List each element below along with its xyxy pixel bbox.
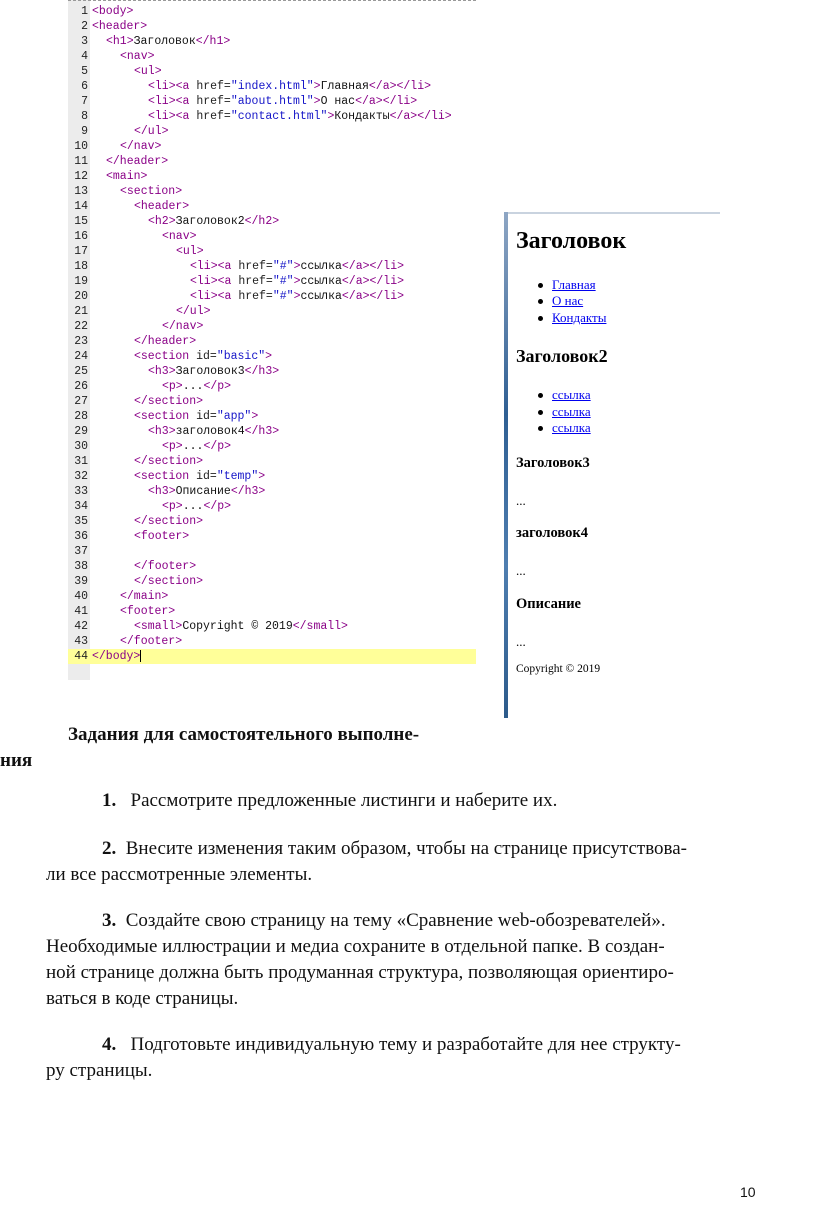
preview-nav-link[interactable]: ссылка [516, 404, 591, 420]
code-token: > [293, 260, 301, 273]
code-text [134, 619, 348, 634]
preview-nav-link[interactable]: Кондакты [516, 310, 606, 326]
code-token: > [251, 410, 259, 423]
task-text: Необходимые иллюстрации и медиа сохраните в отдельной папке. В создан- [46, 936, 665, 957]
line-number: 18 [74, 260, 88, 273]
code-token: <h1> [106, 35, 134, 48]
code-token: <header> [92, 20, 148, 33]
code-token: Описание [175, 485, 231, 498]
code-text [162, 229, 197, 244]
line-number: 37 [74, 545, 88, 558]
code-line [68, 214, 476, 229]
code-token: ... [182, 380, 204, 393]
code-text [120, 184, 182, 199]
code-token: <li><a [190, 275, 232, 288]
task-text: Подготовьте индивидуальную тему и разработайте для нее структу- [130, 1034, 681, 1055]
line-number: 22 [74, 320, 88, 333]
line-number: 34 [74, 500, 88, 513]
code-token: </section> [134, 455, 204, 468]
code-text [120, 589, 168, 604]
code-line [68, 649, 476, 664]
code-line [68, 154, 476, 169]
line-number: 44 [74, 650, 88, 663]
code-token: <ul> [176, 245, 204, 258]
line-number: 13 [74, 185, 88, 198]
code-text [162, 439, 231, 454]
code-token: <h3> [148, 425, 176, 438]
line-number: 43 [74, 635, 88, 648]
code-text [190, 274, 404, 289]
code-line [68, 379, 476, 394]
code-text [148, 364, 279, 379]
line-number: 4 [81, 50, 88, 63]
code-text [106, 154, 168, 169]
code-token: "index.html" [230, 80, 314, 93]
code-token: href= [189, 80, 231, 93]
code-text [134, 514, 203, 529]
code-token: > [258, 470, 266, 483]
preview-nav-link[interactable]: ссылка [516, 420, 591, 436]
code-token: <section [134, 350, 190, 363]
code-text [176, 244, 204, 259]
code-token: </small> [292, 620, 348, 633]
code-line [68, 4, 476, 19]
code-token: </p> [203, 440, 232, 453]
code-token: "#" [272, 260, 294, 273]
line-number: 15 [74, 215, 88, 228]
code-text [134, 124, 169, 139]
preview-h1: Заголовок [516, 228, 627, 254]
code-line [68, 49, 476, 64]
code-line [68, 619, 476, 634]
code-token: href= [189, 110, 231, 123]
code-line [68, 34, 476, 49]
code-text [134, 574, 203, 589]
code-token: <header> [134, 200, 190, 213]
code-token: <nav> [162, 230, 197, 243]
code-line [68, 169, 476, 184]
code-text [92, 19, 147, 34]
code-token: <footer> [120, 605, 176, 618]
code-token: <nav> [120, 50, 155, 63]
code-line [68, 454, 476, 469]
code-token: <li><a [148, 80, 190, 93]
code-text [134, 469, 265, 484]
preview-p-basic: ... [516, 493, 526, 508]
code-line [68, 79, 476, 94]
code-token: </section> [134, 575, 204, 588]
line-number: 33 [74, 485, 88, 498]
code-text [162, 319, 203, 334]
code-text [134, 529, 189, 544]
task-number: 4. [102, 1034, 117, 1055]
task-text: Создайте свою страницу на тему «Сравнение web-обозревателей». [125, 910, 666, 931]
code-line [68, 124, 476, 139]
code-text [134, 559, 196, 574]
preview-nav-link[interactable]: О нас [516, 293, 583, 309]
line-number: 38 [74, 560, 88, 573]
tasks-heading-continued: ния [0, 750, 33, 771]
code-token: > [265, 350, 273, 363]
code-token: Кондакты [334, 110, 390, 123]
code-line [68, 199, 476, 214]
preview-footer: Copyright © 2019 [516, 663, 601, 675]
code-text [148, 94, 417, 109]
code-token: <li><a [148, 95, 190, 108]
code-token: </header> [134, 335, 197, 348]
line-number: 8 [81, 110, 88, 123]
code-token: <p> [162, 440, 183, 453]
code-text [134, 64, 162, 79]
code-token: <li><a [190, 260, 232, 273]
code-text [134, 349, 272, 364]
code-line [68, 634, 476, 649]
code-token: </a></li> [341, 260, 405, 273]
task-4 [102, 1034, 681, 1056]
code-token: <p> [162, 380, 183, 393]
code-line [68, 409, 476, 424]
code-text [134, 409, 258, 424]
line-number: 3 [81, 35, 88, 48]
code-token: href= [189, 95, 231, 108]
code-line [68, 589, 476, 604]
code-token: Copyright © 2019 [182, 620, 293, 633]
code-text [92, 649, 141, 664]
code-line [68, 139, 476, 154]
code-token: > [327, 110, 335, 123]
code-text [134, 334, 196, 349]
code-token: ссылка [300, 260, 342, 273]
code-text [162, 379, 231, 394]
line-number: 40 [74, 590, 88, 603]
code-line [68, 259, 476, 274]
code-line [68, 349, 476, 364]
code-text [134, 199, 189, 214]
line-number: 7 [81, 95, 88, 108]
code-line [68, 604, 476, 619]
task-text: ру страницы. [46, 1060, 153, 1081]
code-text [148, 484, 265, 499]
code-token: </h1> [195, 35, 231, 48]
code-token: <h3> [148, 485, 176, 498]
code-token: </nav> [120, 140, 162, 153]
code-token: <main> [106, 170, 148, 183]
task-text: ваться в коде страницы. [46, 988, 239, 1009]
code-token: </h3> [244, 425, 280, 438]
line-number: 25 [74, 365, 88, 378]
task-number: 2. [102, 838, 117, 859]
code-listing [68, 0, 476, 680]
code-token: <section [134, 470, 190, 483]
line-number: 2 [81, 20, 88, 33]
browser-preview [504, 212, 720, 718]
code-text [148, 109, 452, 124]
task-number: 3. [102, 910, 117, 931]
code-text [176, 304, 211, 319]
line-number: 6 [81, 80, 88, 93]
code-token: "contact.html" [230, 110, 328, 123]
code-token: ... [182, 440, 204, 453]
code-line [68, 319, 476, 334]
line-number: 29 [74, 425, 88, 438]
code-line [68, 529, 476, 544]
code-token: ссылка [300, 275, 342, 288]
line-number: 9 [81, 125, 88, 138]
code-line [68, 514, 476, 529]
line-number: 31 [74, 455, 88, 468]
code-line [68, 574, 476, 589]
code-token: "temp" [216, 470, 259, 483]
code-token: id= [189, 470, 217, 483]
code-line [68, 184, 476, 199]
code-token: </h3> [244, 365, 280, 378]
code-token: "basic" [216, 350, 266, 363]
code-token: id= [189, 410, 217, 423]
code-line [68, 64, 476, 79]
line-number: 41 [74, 605, 88, 618]
line-number: 11 [74, 155, 88, 168]
code-text [120, 49, 155, 64]
code-text [120, 634, 182, 649]
code-token: О нас [320, 95, 356, 108]
line-number: 17 [74, 245, 88, 258]
task-text: ли все рассмотренные элементы. [46, 864, 313, 885]
code-token: > [313, 80, 321, 93]
code-token: </p> [203, 500, 232, 513]
preview-h3-temp: Описание [516, 596, 581, 612]
code-token: <h2> [148, 215, 176, 228]
line-number: 19 [74, 275, 88, 288]
code-line [68, 229, 476, 244]
code-line [68, 304, 476, 319]
page-number: 10 [740, 1184, 756, 1200]
code-token: <body> [92, 5, 134, 18]
line-number: 30 [74, 440, 88, 453]
task-text: Рассмотрите предложенные листинги и наберите их. [130, 790, 558, 811]
code-token: </p> [203, 380, 232, 393]
code-line [68, 19, 476, 34]
code-token: <small> [134, 620, 183, 633]
code-token: </a></li> [368, 80, 432, 93]
code-token: </h3> [230, 485, 266, 498]
code-line [68, 244, 476, 259]
code-token: <li><a [190, 290, 232, 303]
task-3 [102, 910, 666, 932]
code-line [68, 394, 476, 409]
preview-h3-app: заголовок4 [516, 525, 588, 541]
line-number: 35 [74, 515, 88, 528]
line-number: 26 [74, 380, 88, 393]
code-line [68, 559, 476, 574]
code-text [134, 394, 203, 409]
line-number: 14 [74, 200, 88, 213]
code-token: <section [134, 410, 190, 423]
task-text: ной странице должна быть продуманная структура, позволяющая ориентиро- [46, 962, 674, 983]
code-text [162, 499, 231, 514]
code-token: > [293, 290, 301, 303]
code-token: </ul> [134, 125, 169, 138]
line-number: 20 [74, 290, 88, 303]
line-number: 27 [74, 395, 88, 408]
code-token: <p> [162, 500, 183, 513]
code-token: href= [231, 290, 273, 303]
code-token: Заголовок2 [175, 215, 245, 228]
code-token: </header> [106, 155, 169, 168]
code-token: Главная [320, 80, 369, 93]
code-token: </a></li> [341, 275, 405, 288]
code-line [68, 334, 476, 349]
code-line [68, 109, 476, 124]
task-text: Внесите изменения таким образом, чтобы на странице присутствова- [125, 838, 688, 859]
code-token: <li><a [148, 110, 190, 123]
line-number: 1 [81, 5, 88, 18]
code-token: Заголовок [133, 35, 196, 48]
code-token: href= [231, 275, 273, 288]
code-token: </section> [134, 395, 204, 408]
code-line [68, 544, 476, 559]
line-number: 32 [74, 470, 88, 483]
code-token: "about.html" [230, 95, 314, 108]
code-token: ссылка [300, 290, 342, 303]
code-text [148, 214, 279, 229]
preview-p-temp: ... [516, 634, 526, 649]
code-text [106, 34, 230, 49]
preview-nav-link[interactable]: Главная [516, 277, 596, 293]
tasks-heading: Задания для самостоятельного выполне- [68, 724, 420, 745]
code-text [190, 259, 404, 274]
window-top-border [508, 212, 720, 214]
line-number: 39 [74, 575, 88, 588]
text-caret [140, 650, 141, 662]
code-token: </ul> [176, 305, 211, 318]
line-number: 42 [74, 620, 88, 633]
code-token: </a></li> [389, 110, 452, 123]
preview-p-app: ... [516, 563, 526, 578]
code-line [68, 469, 476, 484]
preview-h3-basic: Заголовок3 [516, 455, 590, 471]
code-text [120, 604, 175, 619]
line-number: 24 [74, 350, 88, 363]
code-token: </footer> [120, 635, 183, 648]
code-token: </h2> [244, 215, 280, 228]
code-line [68, 94, 476, 109]
line-number: 12 [74, 170, 88, 183]
code-line [68, 364, 476, 379]
code-text [120, 139, 161, 154]
code-text [190, 289, 404, 304]
code-token: </section> [134, 515, 204, 528]
code-token: "#" [272, 290, 294, 303]
code-token: <section> [120, 185, 183, 198]
line-number: 28 [74, 410, 88, 423]
line-number: 10 [74, 140, 88, 153]
code-token: > [293, 275, 301, 288]
line-number: 23 [74, 335, 88, 348]
code-token: </footer> [134, 560, 197, 573]
window-edge [504, 212, 508, 718]
code-token: "app" [216, 410, 252, 423]
line-number: 21 [74, 305, 88, 318]
code-token: заголовок4 [175, 425, 245, 438]
code-token: </a></li> [341, 290, 405, 303]
code-token: </nav> [162, 320, 204, 333]
code-token: <ul> [134, 65, 162, 78]
code-text [148, 79, 431, 94]
code-text [92, 4, 133, 19]
code-text [106, 169, 147, 184]
task-number: 1. [102, 790, 117, 811]
code-token: href= [231, 260, 273, 273]
line-number: 5 [81, 65, 88, 78]
code-token: <h3> [148, 365, 176, 378]
code-token: Заголовок3 [175, 365, 245, 378]
top-border [68, 0, 476, 3]
code-token: ... [182, 500, 204, 513]
task-2 [102, 838, 687, 860]
preview-h2: Заголовок2 [516, 346, 608, 366]
code-token: </body> [92, 650, 141, 663]
task-1 [102, 790, 557, 812]
code-token: </a></li> [355, 95, 418, 108]
line-number: 16 [74, 230, 88, 243]
code-line [68, 424, 476, 439]
code-token: id= [189, 350, 217, 363]
code-line [68, 499, 476, 514]
code-line [68, 439, 476, 454]
code-token: "#" [272, 275, 294, 288]
code-text [148, 424, 279, 439]
code-token: <footer> [134, 530, 190, 543]
code-text [134, 454, 203, 469]
code-token: </main> [120, 590, 169, 603]
code-line [68, 274, 476, 289]
line-number: 36 [74, 530, 88, 543]
code-token: > [313, 95, 321, 108]
code-line [68, 484, 476, 499]
preview-nav-link[interactable]: ссылка [516, 387, 591, 403]
code-line [68, 289, 476, 304]
